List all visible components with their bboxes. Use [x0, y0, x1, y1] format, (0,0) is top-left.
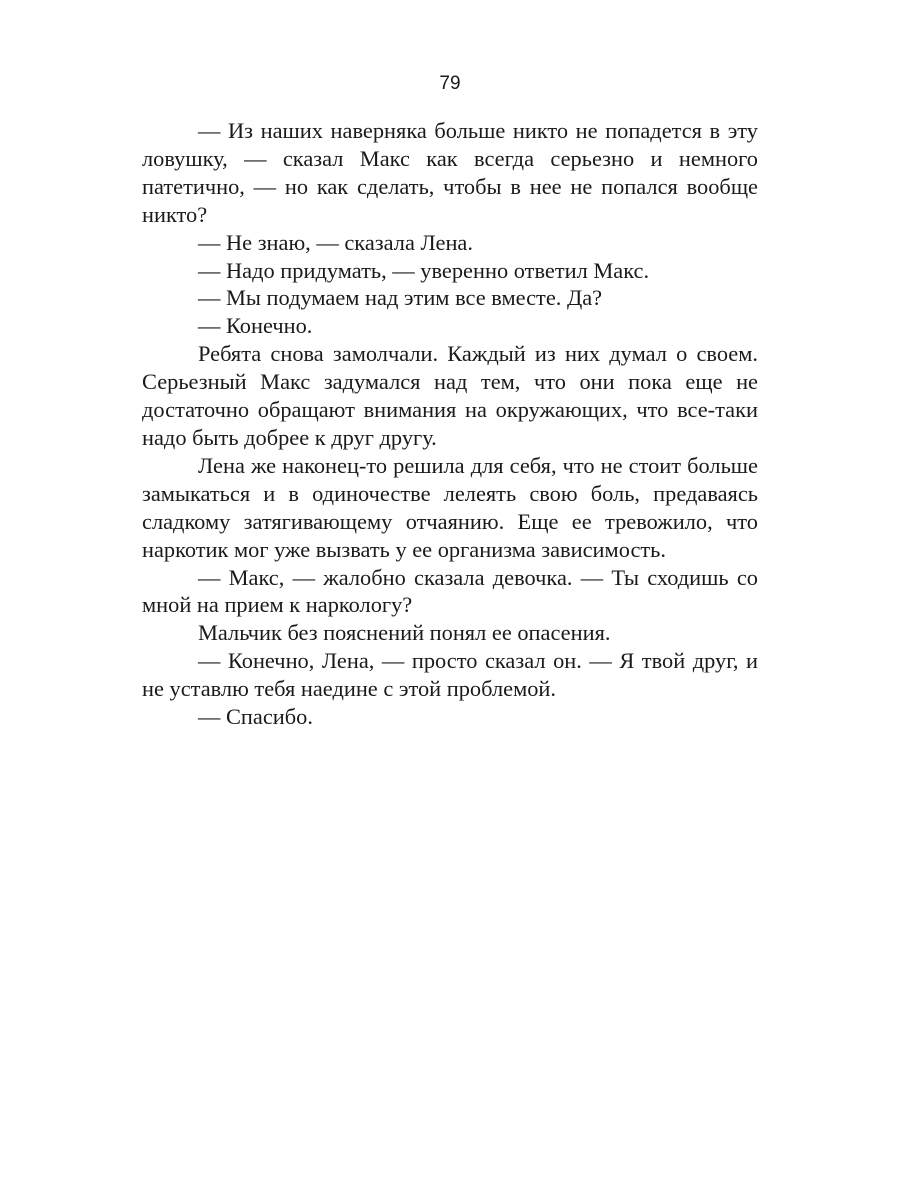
paragraph: — Конечно, Лена, — просто сказал он. — Я твой друг, и не уставлю тебя наедине с этой проблемой. [142, 648, 758, 702]
paragraph: — Макс, — жалобно сказала девочка. — Ты сходишь со мной на прием к наркологу? [142, 564, 758, 618]
page-number: 79 [439, 73, 461, 94]
paragraph: — Мы подумаем над этим все вместе. Да? [198, 285, 603, 311]
paragraph: Ребята снова замолчали. Каждый из них думал о своем. Серьезный Макс задумался над тем, что они пока еще не достаточно обращают внимания на окружающих, что все-таки надо быть добрее к друг другу. [142, 341, 758, 450]
paragraph: — Конечно. [198, 313, 313, 339]
paragraph: Мальчик без пояснений понял ее опасения. [198, 620, 611, 646]
paragraph: — Надо придумать, — уверенно ответил Макс. [198, 257, 650, 283]
paragraph: — Из наших наверняка больше никто не попадется в эту ловушку, — сказал Макс как всегда серьезно и немного патетично, — но как сделать, чтобы в нее не попался вообще никто? [142, 118, 758, 227]
paragraph: — Не знаю, — сказала Лена. [198, 229, 473, 255]
paragraph: Лена же наконец-то решила для себя, что не стоит больше замыкаться и в одиночестве лелеять свою боль, предаваясь сладкому затягивающему отчаянию. Еще ее тревожило, что наркотик мог уже вызвать у ее организма зависимость. [142, 452, 758, 562]
paragraph: — Спасибо. [198, 704, 313, 730]
page-body-text [142, 117, 758, 731]
